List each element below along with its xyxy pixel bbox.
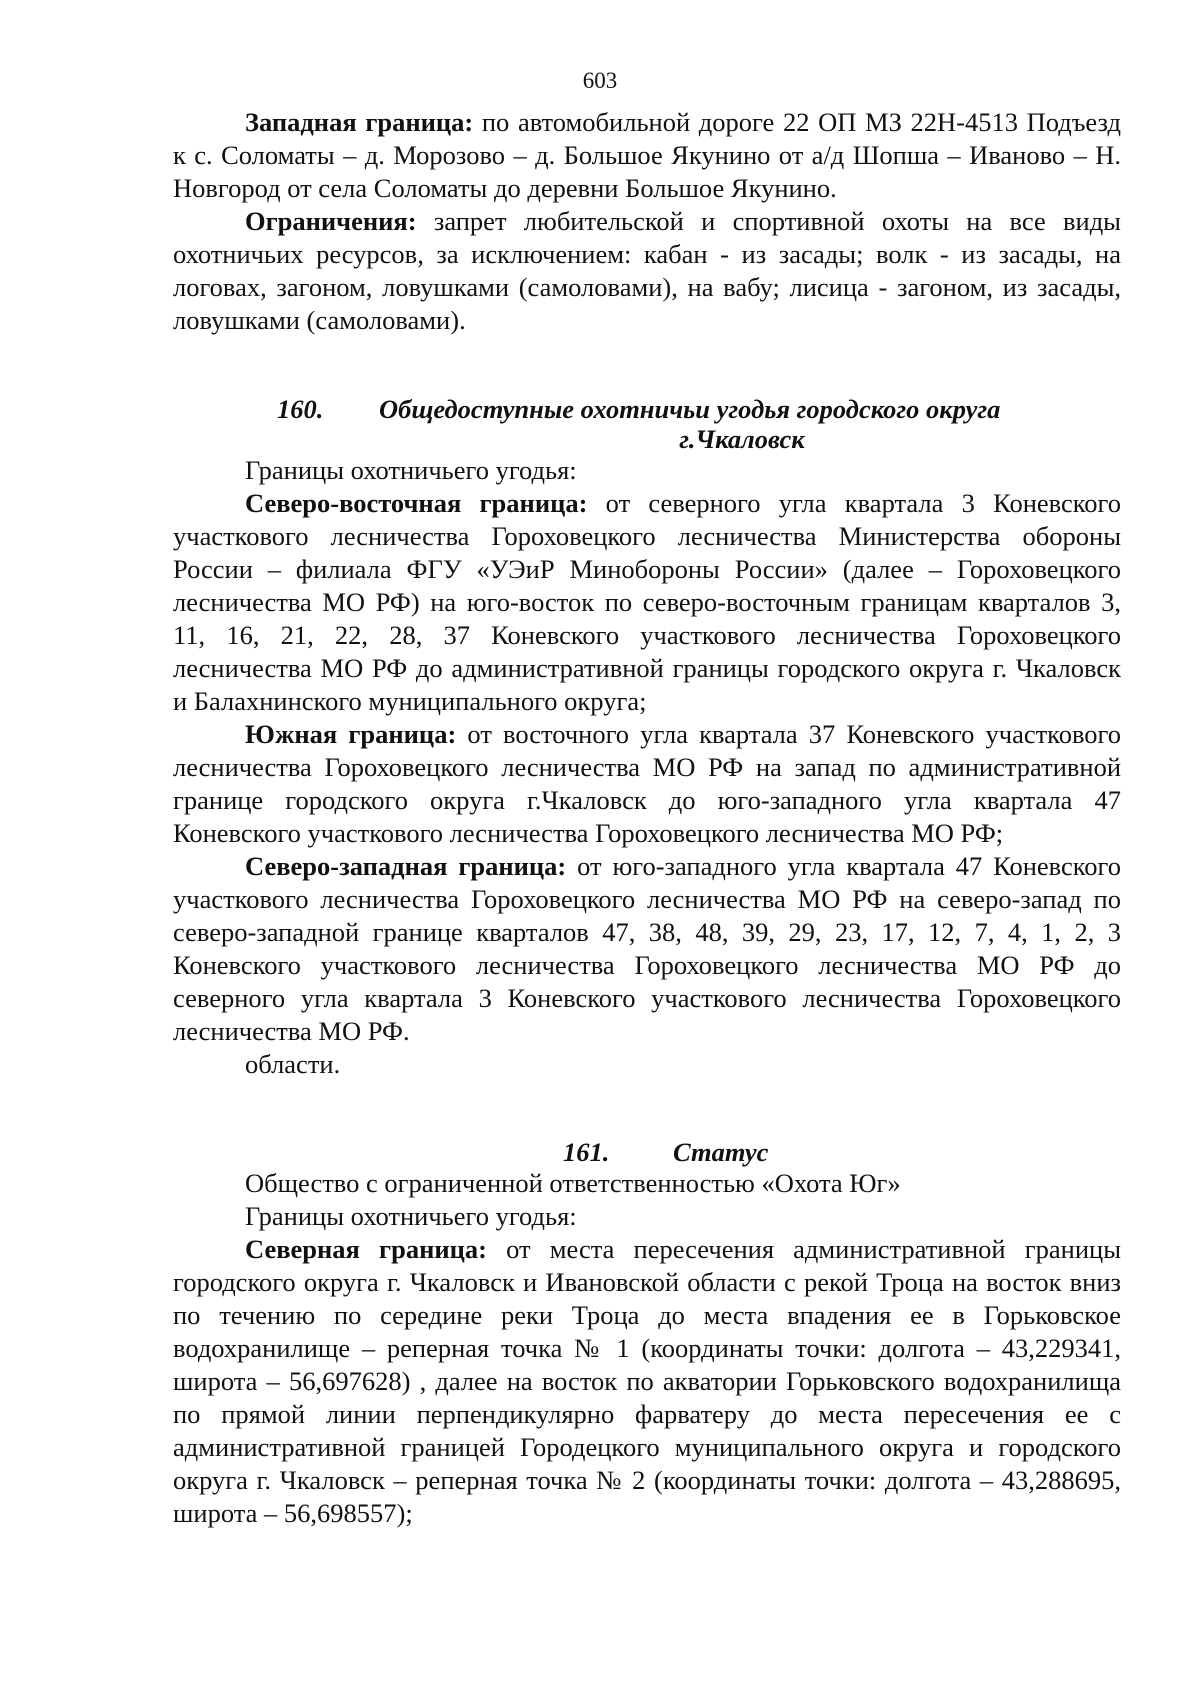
restrictions-paragraph	[173, 205, 1121, 337]
south-border-paragraph	[173, 718, 1121, 850]
northeast-border-text: от северного угла квартала 3 Коневского участкового лесничества Гороховецкого лесничества Министерства обороны России – филиала ФГУ «УЭиР Минобороны России» (далее – Гороховецкого лесничества МО РФ) на юго-восток по северо-восточным границам кварталов 3, 11, 16, 21, 22, 28, 37 Коневского участкового лесничества Гороховецкого лесничества МО РФ до административной границы городского округа г. Чкаловск и Балахнинского муниципального округа;	[173, 488, 1122, 716]
section-160-title-line1: Общедоступные охотничьи угодья городского округа	[379, 394, 1001, 424]
organization-name: Общество с ограниченной ответственностью «Охота Юг»	[245, 1168, 901, 1198]
page-number: 603	[582, 68, 618, 93]
south-border-label: Южная граница:	[245, 719, 457, 749]
restrictions-label: Ограничения:	[245, 206, 417, 236]
section-160-title-line2: г.Чкаловск	[679, 424, 805, 454]
section-160-borders-intro: Границы охотничьего угодья:	[245, 455, 577, 485]
north-border-paragraph	[173, 1233, 1121, 1530]
west-border-label: Западная граница:	[245, 107, 474, 137]
northwest-border-paragraph	[173, 850, 1121, 1048]
west-border-paragraph	[173, 106, 1121, 205]
north-border-text: от места пересечения административной границы городского округа г. Чкаловск и Ивановской области с рекой Троца на восток вниз по течению по середине реки Троца до места впадения ее в Горьковское водохранилище – реперная точка № 1 (координаты точки: долгота – 43,229341, широта – 56,697628) , далее на восток по акватории Горьковского водохранилища по прямой линии перпендикулярно фарватеру до места пересечения ее с административной границей Городецкого муниципального округа и городского округа г. Чкаловск – реперная точка № 2 (координаты точки: долгота – 43,288695, широта – 56,698557);	[173, 1234, 1122, 1528]
northeast-border-label: Северо-восточная граница:	[245, 488, 588, 518]
section-161-borders-intro: Границы охотничьего угодья:	[245, 1201, 577, 1231]
west-border-text: по автомобильной дороге 22 ОП МЗ 22Н-4513 Подъезд к с. Соломаты – д. Морозово – д. Большое Якунино от а/д Шопша – Иваново – Н. Новгород от села Соломаты до деревни Большое Якунино.	[173, 107, 1121, 203]
section-161-number: 161.	[563, 1137, 610, 1167]
northwest-border-text: от юго-западного угла квартала 47 Коневского участкового лесничества Гороховецкого лесничества МО РФ на северо-запад по северо-западной границе кварталов 47, 38, 48, 39, 29, 23, 17, 12, 7, 4, 1, 2, 3 Коневского участкового лесничества Гороховецкого лесничества МО РФ до северного угла квартала 3 Коневского участкового лесничества Гороховецкого лесничества МО РФ.	[173, 851, 1121, 1046]
section-160-heading	[173, 394, 1121, 454]
south-border-text: от восточного угла квартала 37 Коневского участкового лесничества Гороховецкого лесничества МО РФ на запад по административной границе городского округа г.Чкаловск до юго-западного угла квартала 47 Коневского участкового лесничества Гороховецкого лесничества МО РФ;	[173, 719, 1121, 848]
north-border-label: Северная граница:	[245, 1234, 487, 1264]
trailing-text: области.	[245, 1049, 341, 1079]
section-160-number: 160.	[277, 394, 324, 424]
northeast-border-paragraph	[173, 487, 1121, 718]
section-161-heading	[173, 1137, 1121, 1167]
northwest-border-label: Северо-западная граница:	[245, 851, 567, 881]
document-body	[173, 106, 1121, 1530]
section-161-title: Статус	[673, 1137, 769, 1167]
restrictions-text: запрет любительской и спортивной охоты на все виды охотничьих ресурсов, за исключением: кабан - из засады; волк - из засады, на логовах, загоном, ловушками (самоловами), на вабу; лисица - загоном, из засады, ловушками (самоловами).	[173, 206, 1121, 335]
